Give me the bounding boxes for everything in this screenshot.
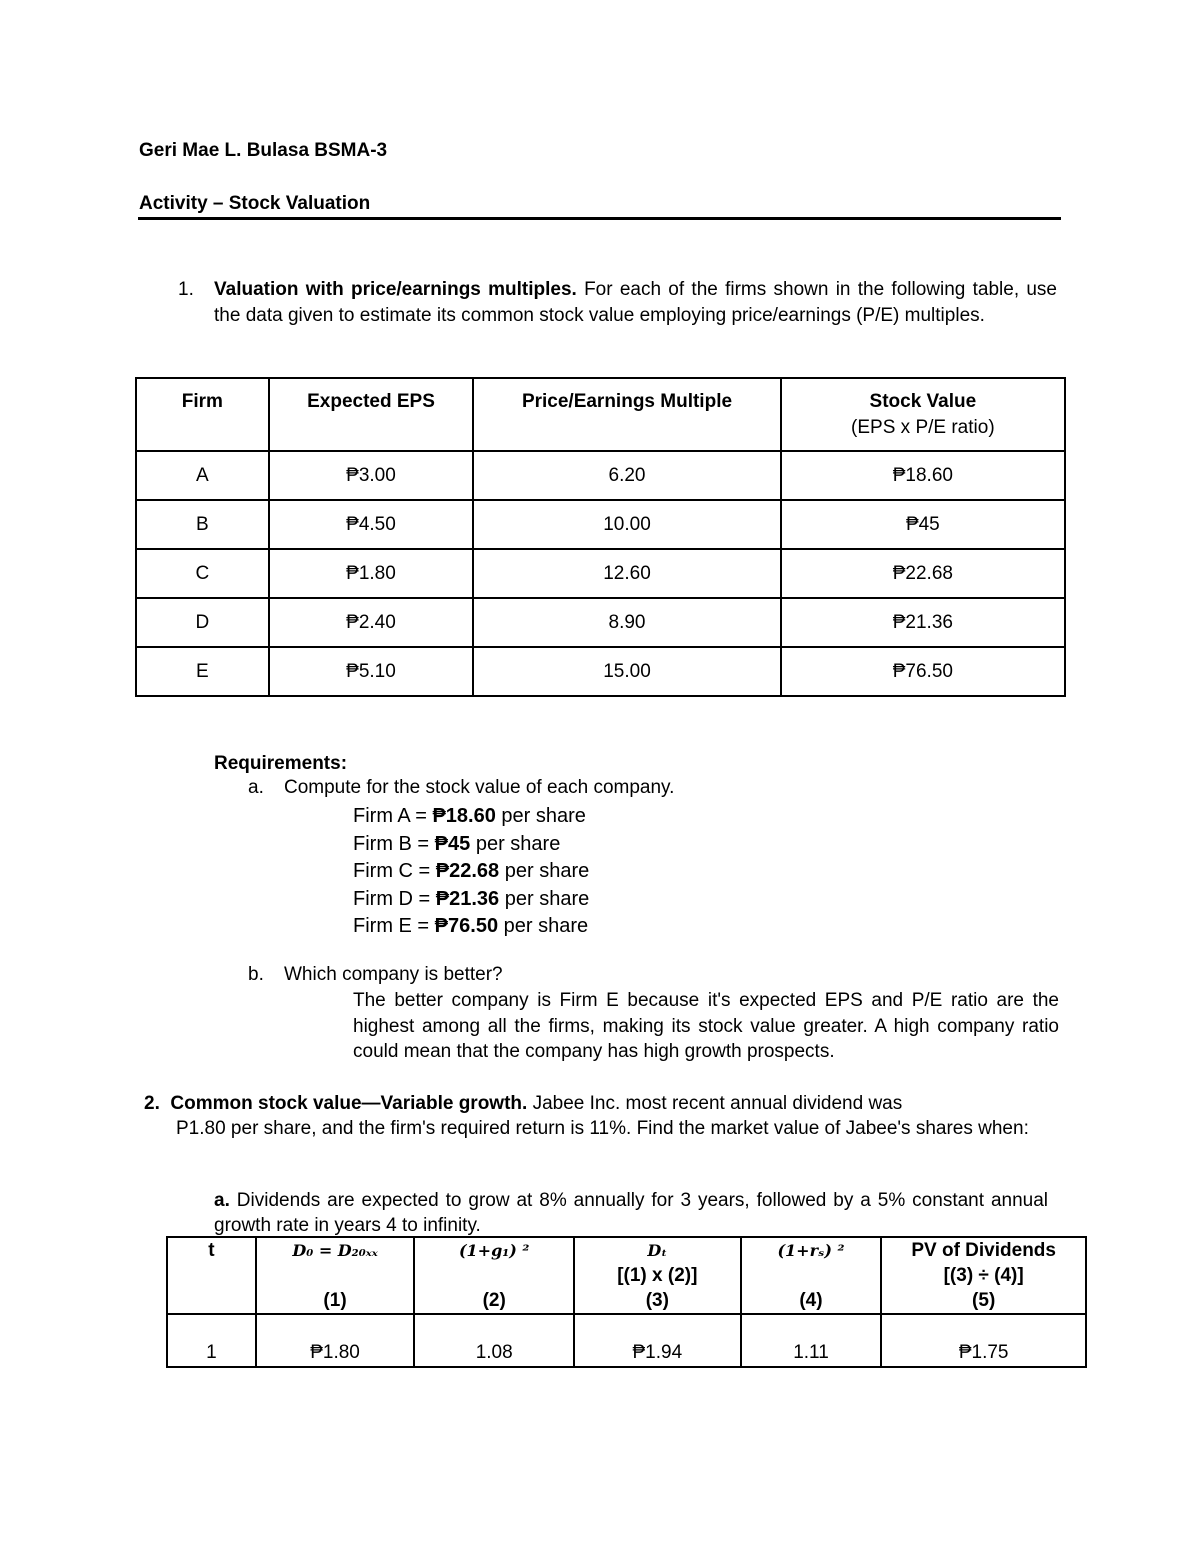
header-growth-factor-number: (2) [482,1290,506,1311]
question-2-body-first: Jabee Inc. most recent annual dividend was [532,1093,903,1114]
cell-firm: D [136,598,269,647]
requirement-b-text: Which company is better? [284,964,503,985]
header-firm: Firm [136,378,269,451]
question-1-title: Valuation with price/earnings multiples. [214,279,577,300]
header-stock-value-formula: (EPS x P/E ratio) [851,417,995,438]
header-pv-dividends-label: PV of Dividends [911,1240,1056,1261]
firm-unit: per share [470,832,561,855]
header-stock-value-label: Stock Value [869,391,977,412]
header-growth-factor [414,1237,574,1314]
cell-firm: A [136,451,269,500]
firm-unit: per share [499,887,590,910]
cell-eps: ₱4.50 [269,500,474,549]
header-discount-factor-label: (1+rₛ) ² [777,1241,845,1260]
cell-stock-value: ₱76.50 [781,647,1065,696]
cell-stock-value: ₱22.68 [781,549,1065,598]
firm-label: Firm C = [353,860,436,882]
list-item [353,886,589,914]
requirements-heading: Requirements: [214,753,348,774]
cell-stock-value: ₱18.60 [781,451,1065,500]
cell-eps: ₱1.80 [269,549,474,598]
table-row [136,647,1065,696]
header-d0-number: (1) [323,1290,347,1311]
header-t-label: t [208,1240,215,1261]
cell-firm: B [136,500,269,549]
question-1-body: For each of the firms shown in the following table, use the data given to estimate its common stock value employing price/earnings (P/E) multiples. [214,279,1057,326]
list-item [353,803,589,831]
list-item [353,858,589,886]
header-d0 [256,1237,415,1314]
pe-multiples-table [135,377,1066,697]
question-2-number: 2. [144,1093,160,1114]
firm-value: ₱45 [434,832,471,855]
firm-unit: per share [498,915,589,937]
cell-stock-value: ₱21.36 [781,598,1065,647]
question-2a [214,1188,1048,1238]
question-1-number: 1. [178,279,194,300]
firm-values-list [353,803,589,941]
header-pv-dividends-formula: [(3) ÷ (4)] [943,1265,1024,1286]
table-header-row [136,378,1065,451]
firm-value: ₱22.68 [435,860,500,882]
requirement-a-label: a. [248,777,264,798]
table-row [167,1314,1086,1367]
firm-label: Firm E = [353,915,435,937]
cell-pe: 8.90 [473,598,780,647]
table-row [136,598,1065,647]
firm-unit: per share [495,805,586,827]
header-expected-eps: Expected EPS [269,378,474,451]
cell-eps: ₱2.40 [269,598,474,647]
question-2a-label: a. [214,1190,230,1211]
list-item [353,831,589,859]
cell-stock-value: ₱45 [781,500,1065,549]
table-row [136,549,1065,598]
cell-eps: ₱3.00 [269,451,474,500]
requirement-b-answer: The better company is Firm E because it's expected EPS and P/E ratio are the highest among all the firms, making its stock value greater. A high company ratio could mean that the company has high growth prospects. [353,990,1059,1062]
list-item [353,913,589,941]
header-discount-factor [741,1237,882,1314]
question-2-title: Common stock value—Variable growth. [170,1093,528,1114]
cell-discount-factor: 1.11 [741,1314,882,1367]
cell-firm: E [136,647,269,696]
cell-d0: ₱1.80 [256,1314,415,1367]
header-dt-number: (3) [645,1290,669,1311]
table-header-row [167,1237,1086,1314]
question-1-text [214,277,1057,329]
cell-pe: 12.60 [473,549,780,598]
firm-value: ₱21.36 [435,887,500,910]
cell-firm: C [136,549,269,598]
cell-pv-dividends: ₱1.75 [881,1314,1086,1367]
author-line: Geri Mae L. Bulasa BSMA-3 [139,140,388,161]
requirement-b-label: b. [248,964,264,985]
question-2a-text: Dividends are expected to grow at 8% annually for 3 years, followed by a 5% constant annual growth rate in years 4 to infinity. [214,1190,1048,1236]
header-dt-label: Dₜ [647,1241,668,1260]
table-row [136,451,1065,500]
requirement-a-text: Compute for the stock value of each company. [284,777,675,798]
header-pv-dividends-number: (5) [972,1290,996,1311]
firm-label: Firm A = [353,805,433,827]
header-pe-multiple: Price/Earnings Multiple [473,378,780,451]
firm-value: ₱18.60 [432,805,496,827]
cell-pe: 15.00 [473,647,780,696]
header-t [167,1237,256,1314]
header-growth-factor-label: (1+g₁) ² [458,1241,530,1260]
header-d0-label: D₀ = D₂₀ₓₓ [292,1241,378,1260]
cell-pe: 6.20 [473,451,780,500]
header-dt [574,1237,741,1314]
header-pv-dividends [881,1237,1086,1314]
firm-value: ₱76.50 [434,915,499,937]
dividend-pv-table [166,1236,1087,1368]
cell-t: 1 [167,1314,256,1367]
header-dt-formula: [(1) x (2)] [617,1265,698,1286]
question-2-body-rest: P1.80 per share, and the firm's required return is 11%. Find the market value of Jabee's shares when: [176,1118,1029,1139]
cell-dt: ₱1.94 [574,1314,741,1367]
firm-label: Firm B = [353,832,435,855]
header-stock-value [781,378,1065,451]
table-row [136,500,1065,549]
firm-unit: per share [499,860,590,882]
activity-title: Activity – Stock Valuation [139,193,371,214]
cell-growth-factor: 1.08 [414,1314,574,1367]
cell-eps: ₱5.10 [269,647,474,696]
header-divider [138,217,1061,220]
cell-pe: 10.00 [473,500,780,549]
header-discount-factor-number: (4) [799,1290,823,1311]
question-2 [144,1091,1048,1141]
firm-label: Firm D = [353,887,436,910]
